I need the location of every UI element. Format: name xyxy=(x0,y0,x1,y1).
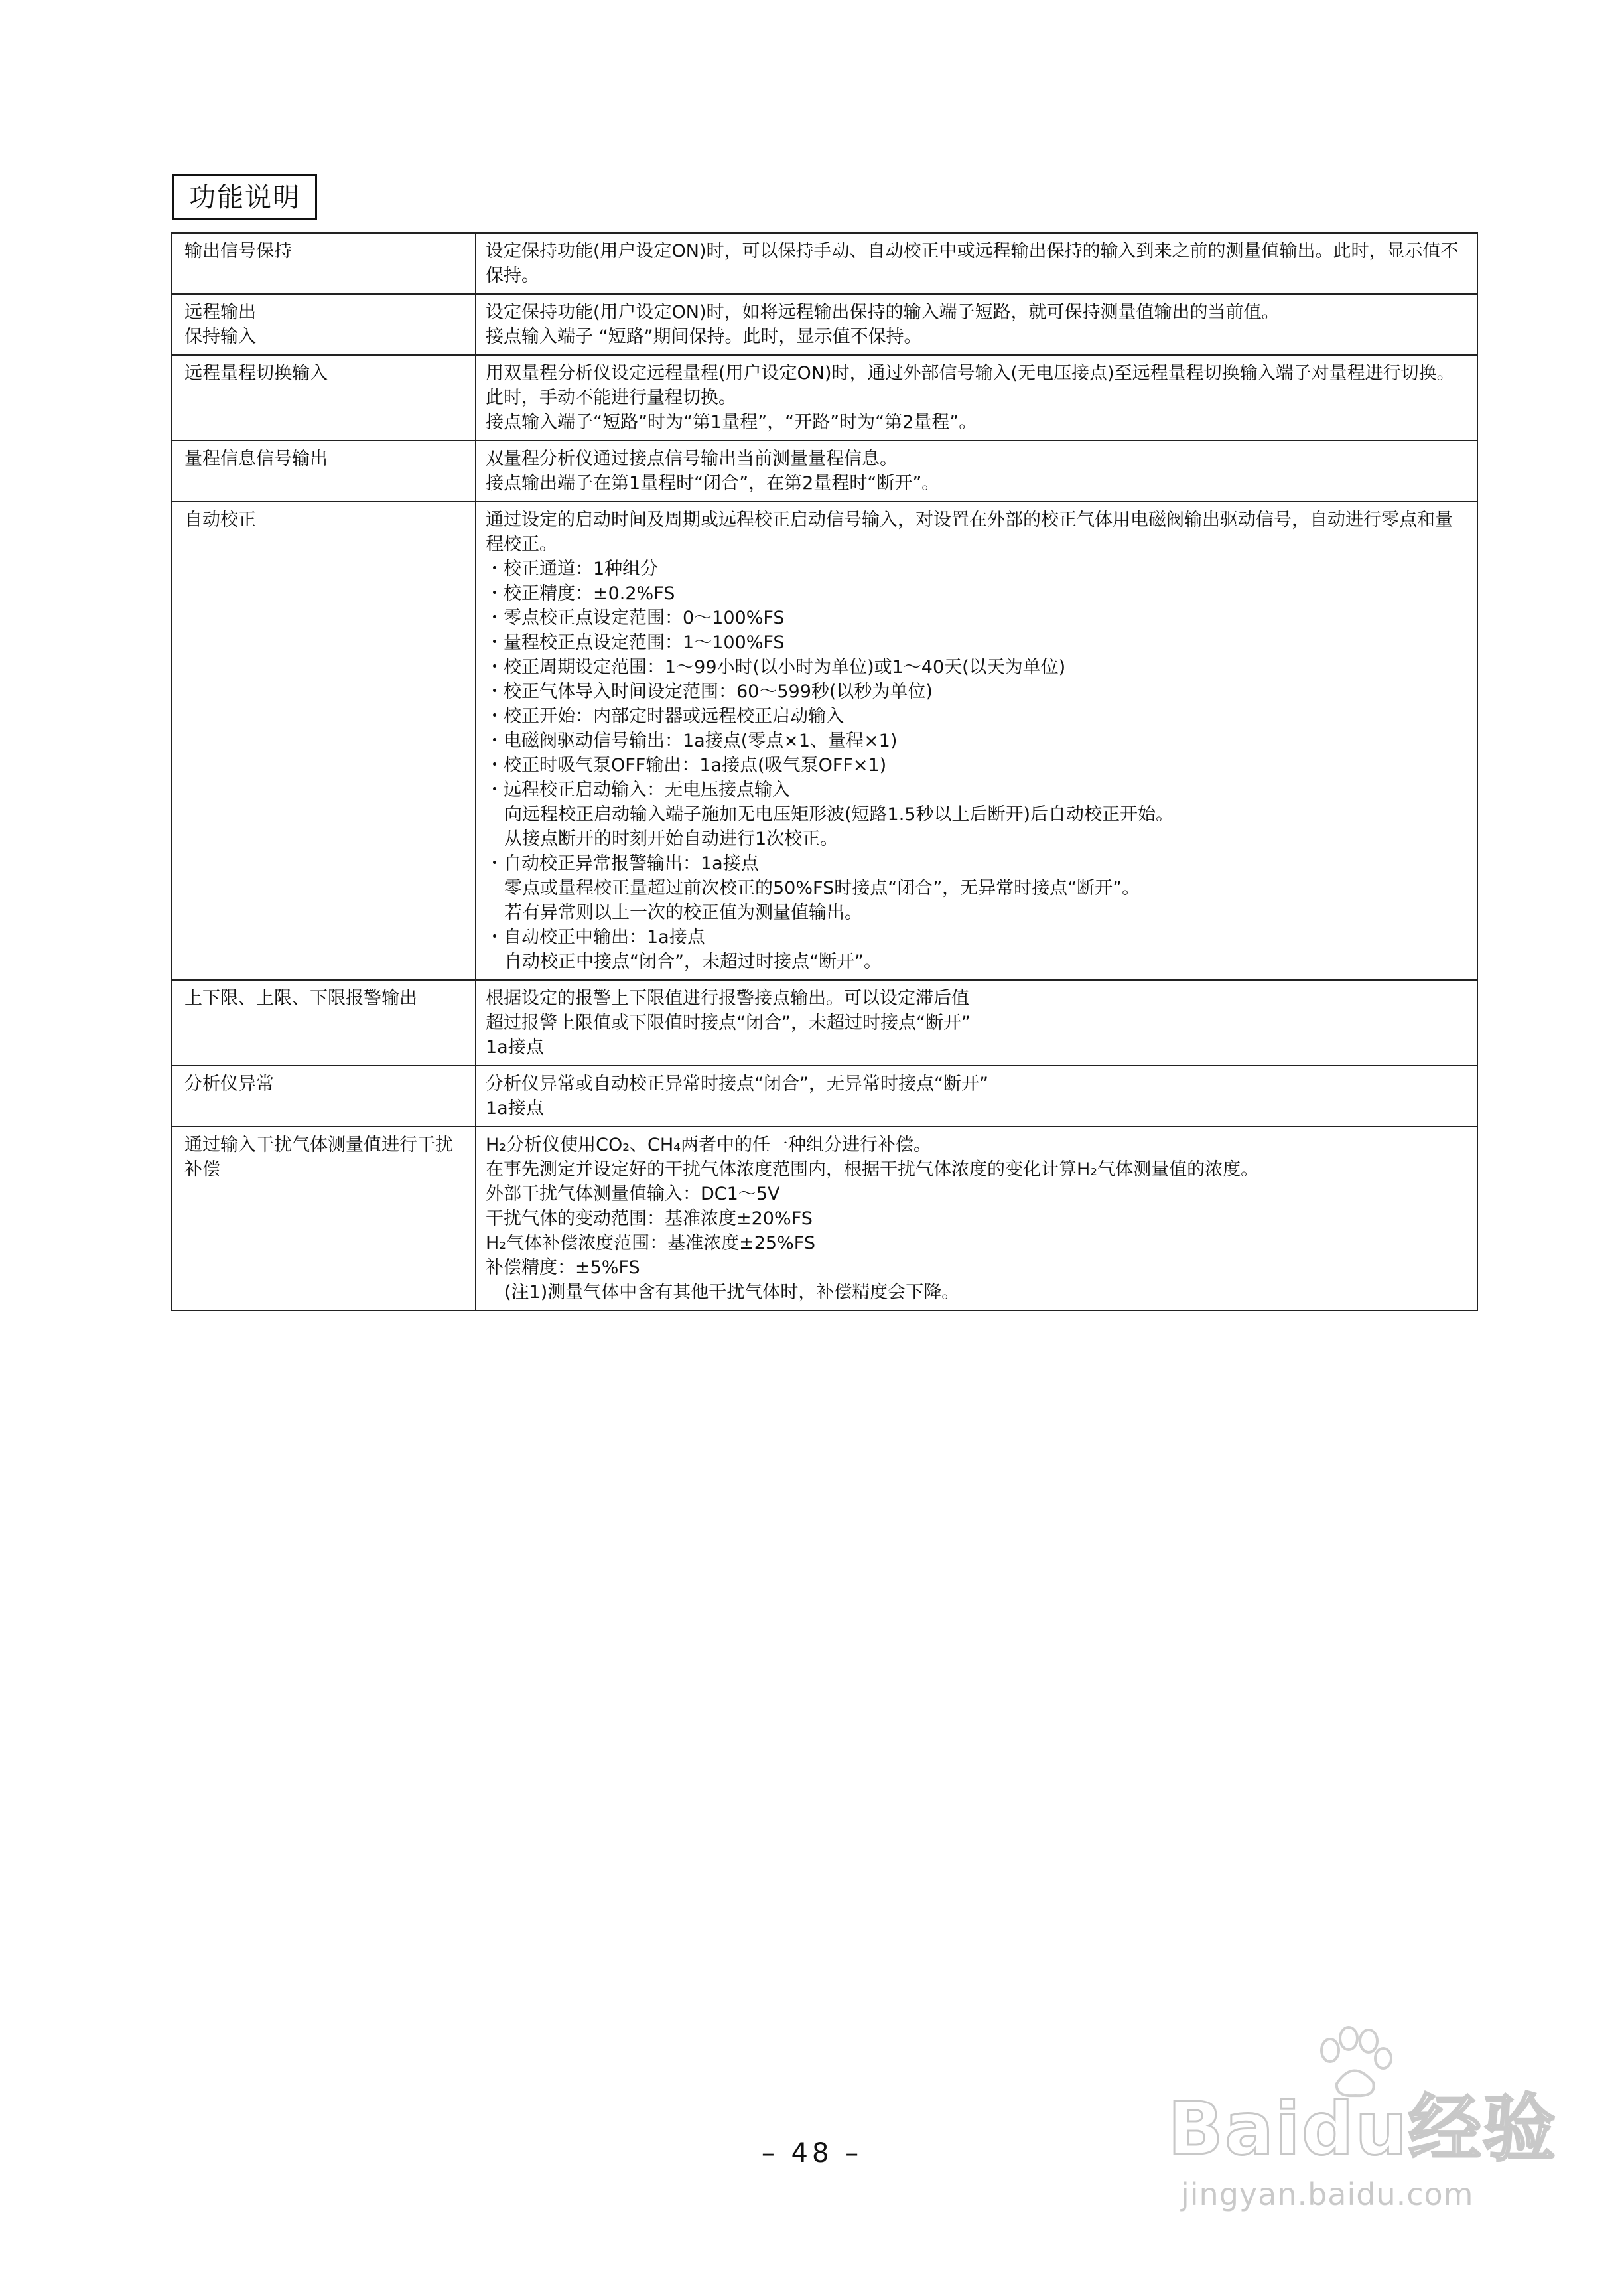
line-text: 量程校正点设定范围：1～100%FS xyxy=(504,632,785,653)
description-line xyxy=(486,239,1470,288)
line-text: 外部干扰气体测量值输入：DC1～5V xyxy=(486,1184,780,1204)
row-label-cell xyxy=(172,441,476,502)
description-line xyxy=(486,986,1470,1011)
bullet-item xyxy=(486,655,1470,679)
description-line xyxy=(486,361,1470,386)
line-text: 电磁阀驱动信号输出：1a接点(零点×1、量程×1) xyxy=(504,731,898,751)
bullet-icon xyxy=(486,681,504,702)
description-line xyxy=(486,827,1470,851)
line-text: 零点校正点设定范围：0～100%FS xyxy=(504,608,785,628)
bullet-icon xyxy=(486,583,504,604)
line-text: 分析仪异常或自动校正异常时接点“闭合”，无异常时接点“断开” xyxy=(486,1074,988,1094)
row-label: 分析仪异常 xyxy=(184,1074,274,1094)
description-line xyxy=(486,1255,1470,1280)
line-text: 用双量程分析仪设定远程量程(用户设定ON)时，通过外部信号输入(无电压接点)至远程量程切换输入端子对量程进行切换。 xyxy=(486,363,1455,384)
bullet-item xyxy=(486,581,1470,606)
description-line xyxy=(486,471,1470,496)
row-description-cell xyxy=(476,1066,1477,1127)
description-line xyxy=(486,1035,1470,1060)
line-text: 设定保持功能(用户设定ON)时，如将远程输出保持的输入端子短路，就可保持测量值输出的当前值。 xyxy=(486,302,1280,322)
row-label-cell xyxy=(172,1066,476,1127)
line-text: 接点输出端子在第1量程时“闭合”，在第2量程时“断开”。 xyxy=(486,473,940,494)
bullet-icon xyxy=(486,927,504,948)
line-text: 校正精度：±0.2%FS xyxy=(504,583,675,604)
watermark-url: jingyan.baidu.com xyxy=(1181,2176,1474,2212)
line-text: 根据设定的报警上下限值进行报警接点输出。可以设定滞后值 xyxy=(486,988,969,1009)
bullet-icon xyxy=(486,731,504,751)
function-spec-table xyxy=(171,232,1478,1311)
table-row xyxy=(172,233,1477,294)
section-title: 功能说明 xyxy=(172,174,317,220)
line-text: 补偿精度：±5%FS xyxy=(486,1257,640,1278)
bullet-item xyxy=(486,851,1470,876)
description-line xyxy=(486,1133,1470,1157)
page-number: – 48 – xyxy=(761,2138,863,2169)
bullet-icon xyxy=(486,657,504,677)
table-row xyxy=(172,980,1477,1066)
line-text: 接点输入端子 “短路”期间保持。此时，显示值不保持。 xyxy=(486,326,922,347)
bullet-item xyxy=(486,630,1470,655)
line-text: 双量程分析仪通过接点信号输出当前测量量程信息。 xyxy=(486,449,898,469)
bullet-item xyxy=(486,925,1470,950)
bullet-item xyxy=(486,557,1470,581)
bullet-icon xyxy=(486,706,504,727)
row-label: 输出信号保持 xyxy=(184,241,292,261)
row-label-cell xyxy=(172,980,476,1066)
description-line xyxy=(486,410,1470,435)
line-text: 从接点断开的时刻开始自动进行1次校正。 xyxy=(504,829,839,849)
watermark-logo: Baidu经验 xyxy=(1168,2086,1557,2171)
row-label-cell xyxy=(172,355,476,441)
description-line xyxy=(486,1206,1470,1231)
row-label: 量程信息信号输出 xyxy=(184,449,328,469)
row-label-cell xyxy=(172,1127,476,1311)
description-line xyxy=(486,324,1470,349)
line-text: 自动校正中接点“闭合”，未超过时接点“断开”。 xyxy=(504,952,882,972)
bullet-item xyxy=(486,606,1470,630)
line-text: 零点或量程校正量超过前次校正的50%FS时接点“闭合”，无异常时接点“断开”。 xyxy=(504,878,1140,898)
row-label: 自动校正 xyxy=(184,510,256,530)
line-text: 超过报警上限值或下限值时接点“闭合”，未超过时接点“断开” xyxy=(486,1013,971,1033)
line-text: 通过设定的启动时间及周期或远程校正启动信号输入，对设置在外部的校正气体用电磁阀输出驱动信号，自动进行零点和量程校正。 xyxy=(486,510,1453,555)
row-label: 远程输出 xyxy=(184,302,256,322)
description-line xyxy=(486,950,1470,974)
line-text: 校正气体导入时间设定范围：60～599秒(以秒为单位) xyxy=(504,681,933,702)
line-text: 干扰气体的变动范围：基准浓度±20%FS xyxy=(486,1208,813,1229)
table-row xyxy=(172,441,1477,502)
description-line xyxy=(486,1231,1470,1255)
table-row xyxy=(172,355,1477,441)
description-line xyxy=(486,802,1470,827)
line-text: 校正周期设定范围：1～99小时(以小时为单位)或1～40天(以天为单位) xyxy=(504,657,1066,677)
bullet-icon xyxy=(486,755,504,776)
line-text: H₂气体补偿浓度范围：基准浓度±25%FS xyxy=(486,1233,815,1253)
line-text: (注1)测量气体中含有其他干扰气体时，补偿精度会下降。 xyxy=(504,1282,960,1303)
line-text: 校正通道：1种组分 xyxy=(504,559,659,579)
bullet-item xyxy=(486,704,1470,729)
description-line xyxy=(486,508,1470,557)
bullet-item xyxy=(486,679,1470,704)
row-label: 通过输入干扰气体测量值进行干扰补偿 xyxy=(184,1135,453,1180)
line-text: 自动校正异常报警输出：1a接点 xyxy=(504,853,759,874)
bullet-icon xyxy=(486,632,504,653)
description-line xyxy=(486,447,1470,471)
line-text: 远程校正启动输入：无电压接点输入 xyxy=(504,780,790,800)
line-text: 设定保持功能(用户设定ON)时，可以保持手动、自动校正中或远程输出保持的输入到来之前的测量值输出。此时，显示值不保持。 xyxy=(486,241,1459,286)
row-description-cell xyxy=(476,294,1477,355)
description-line xyxy=(486,386,1470,410)
row-label-cell xyxy=(172,233,476,294)
row-label: 上下限、上限、下限报警输出 xyxy=(184,988,417,1009)
table-row xyxy=(172,1127,1477,1311)
description-line xyxy=(486,1096,1470,1121)
row-label-cell xyxy=(172,294,476,355)
table-row xyxy=(172,294,1477,355)
table-row xyxy=(172,502,1477,980)
line-text: 向远程校正启动输入端子施加无电压矩形波(短路1.5秒以上后断开)后自动校正开始。 xyxy=(504,804,1174,825)
row-label-cell xyxy=(172,502,476,980)
line-text: H₂分析仪使用CO₂、CH₄两者中的任一种组分进行补偿。 xyxy=(486,1135,932,1155)
line-text: 1a接点 xyxy=(486,1098,544,1119)
bullet-item xyxy=(486,753,1470,778)
description-line xyxy=(486,876,1470,900)
bullet-icon xyxy=(486,608,504,628)
row-description-cell xyxy=(476,355,1477,441)
line-text: 1a接点 xyxy=(486,1037,544,1058)
row-label: 保持输入 xyxy=(184,326,256,347)
description-line xyxy=(486,1011,1470,1035)
description-line xyxy=(486,300,1470,324)
bullet-item xyxy=(486,729,1470,753)
description-line xyxy=(486,1182,1470,1206)
bullet-icon xyxy=(486,780,504,800)
line-text: 自动校正中输出：1a接点 xyxy=(504,927,705,948)
bullet-icon xyxy=(486,559,504,579)
line-text: 此时，手动不能进行量程切换。 xyxy=(486,388,736,408)
description-line xyxy=(486,900,1470,925)
line-text: 在事先测定并设定好的干扰气体浓度范围内，根据干扰气体浓度的变化计算H₂气体测量值的浓度。 xyxy=(486,1159,1259,1180)
row-description-cell xyxy=(476,502,1477,980)
line-text: 若有异常则以上一次的校正值为测量值输出。 xyxy=(504,902,862,923)
description-line xyxy=(486,1157,1470,1182)
row-label: 远程量程切换输入 xyxy=(184,363,328,384)
description-line xyxy=(486,1280,1470,1305)
row-description-cell xyxy=(476,1127,1477,1311)
row-description-cell xyxy=(476,980,1477,1066)
bullet-item xyxy=(486,778,1470,802)
line-text: 接点输入端子“短路”时为“第1量程”，“开路”时为“第2量程”。 xyxy=(486,412,977,433)
description-line xyxy=(486,1072,1470,1096)
table-row xyxy=(172,1066,1477,1127)
row-description-cell xyxy=(476,233,1477,294)
line-text: 校正开始：内部定时器或远程校正启动输入 xyxy=(504,706,844,727)
line-text: 校正时吸气泵OFF输出：1a接点(吸气泵OFF×1) xyxy=(504,755,887,776)
baidu-jingyan-watermark xyxy=(1168,2031,1592,2230)
bullet-icon xyxy=(486,853,504,874)
row-description-cell xyxy=(476,441,1477,502)
